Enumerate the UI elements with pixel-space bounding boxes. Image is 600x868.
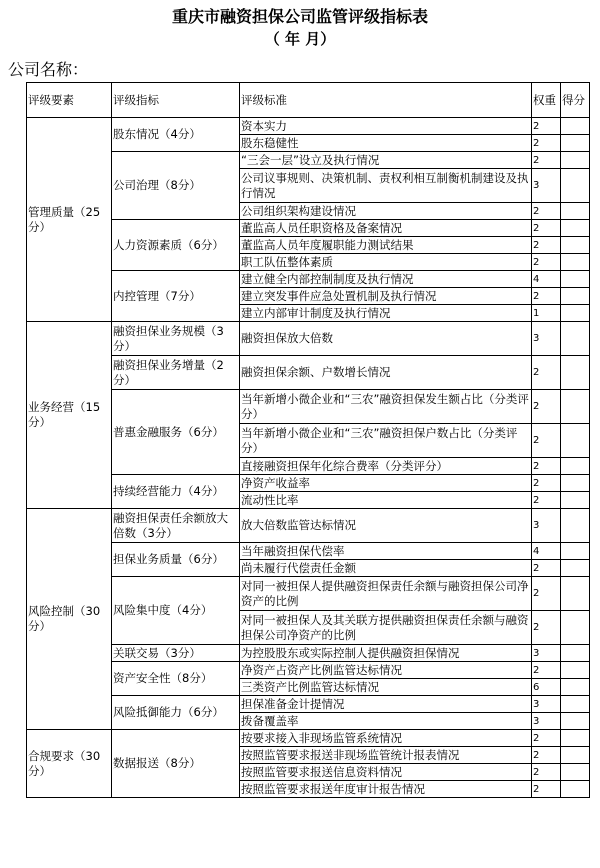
score-cell[interactable]: [561, 747, 590, 764]
table-body: [27, 118, 590, 798]
table-row: [27, 356, 590, 390]
rating-standard-cell: 建立内部审计制度及执行情况: [240, 305, 532, 322]
score-cell[interactable]: [561, 203, 590, 220]
rating-indicator-cell: 持续经营能力（4分）: [112, 475, 240, 509]
score-cell[interactable]: [561, 135, 590, 152]
rating-standard-cell: 融资担保放大倍数: [240, 322, 532, 356]
weight-cell: 2: [532, 781, 561, 798]
score-cell[interactable]: [561, 254, 590, 271]
weight-cell: 1: [532, 305, 561, 322]
rating-indicator-cell: 风险集中度（4分）: [112, 577, 240, 645]
score-cell[interactable]: [561, 390, 590, 424]
weight-cell: 3: [532, 713, 561, 730]
rating-standard-cell: 直接融资担保年化综合费率（分类评分）: [240, 458, 532, 475]
score-cell[interactable]: [561, 271, 590, 288]
weight-cell: 2: [532, 458, 561, 475]
rating-standard-cell: 当年新增小微企业和“三农”融资担保发生额占比（分类评分）: [240, 390, 532, 424]
rating-standard-cell: “三会一层”设立及执行情况: [240, 152, 532, 169]
weight-cell: 2: [532, 424, 561, 458]
rating-standard-cell: 按要求接入非现场监管系统情况: [240, 730, 532, 747]
rating-element-cell: 合规要求（30分）: [27, 730, 112, 798]
rating-indicator-cell: 融资担保业务增量（2分）: [112, 356, 240, 390]
score-cell[interactable]: [561, 356, 590, 390]
score-cell[interactable]: [561, 305, 590, 322]
company-name-label: 公司名称：: [8, 60, 89, 79]
score-cell[interactable]: [561, 152, 590, 169]
rating-standard-cell: 董监高人员任职资格及备案情况: [240, 220, 532, 237]
weight-cell: 2: [532, 356, 561, 390]
score-cell[interactable]: [561, 662, 590, 679]
weight-cell: 2: [532, 475, 561, 492]
rating-indicator-cell: 内控管理（7分）: [112, 271, 240, 322]
rating-indicator-cell: 普惠金融服务（6分）: [112, 390, 240, 475]
weight-cell: 2: [532, 492, 561, 509]
weight-cell: 2: [532, 730, 561, 747]
rating-indicator-cell: 融资担保责任余额放大倍数（3分）: [112, 509, 240, 543]
weight-cell: 2: [532, 254, 561, 271]
rating-indicator-cell: 公司治理（8分）: [112, 152, 240, 220]
weight-cell: 2: [532, 203, 561, 220]
weight-cell: 3: [532, 645, 561, 662]
rating-standard-cell: 股东稳健性: [240, 135, 532, 152]
header-indicator: 评级指标: [112, 83, 240, 118]
table-row: [27, 543, 590, 560]
score-cell[interactable]: [561, 220, 590, 237]
table-row: [27, 152, 590, 169]
weight-cell: 4: [532, 543, 561, 560]
header-score: 得分: [561, 83, 590, 118]
rating-element-cell: 业务经营（15分）: [27, 322, 112, 509]
score-cell[interactable]: [561, 611, 590, 645]
table-row: [27, 220, 590, 237]
weight-cell: 4: [532, 271, 561, 288]
score-cell[interactable]: [561, 543, 590, 560]
weight-cell: 2: [532, 662, 561, 679]
score-cell[interactable]: [561, 764, 590, 781]
weight-cell: 2: [532, 237, 561, 254]
score-cell[interactable]: [561, 560, 590, 577]
table-row: [27, 577, 590, 611]
weight-cell: 2: [532, 135, 561, 152]
rating-standard-cell: 公司议事规则、决策机制、责权利相互制衡机制建设及执行情况: [240, 169, 532, 203]
weight-cell: 2: [532, 577, 561, 611]
rating-standard-cell: 对同一被担保人提供融资担保责任余额与融资担保公司净资产的比例: [240, 577, 532, 611]
score-cell[interactable]: [561, 458, 590, 475]
rating-standard-cell: 三类资产比例监管达标情况: [240, 679, 532, 696]
score-cell[interactable]: [561, 577, 590, 611]
score-cell[interactable]: [561, 713, 590, 730]
table-row: [27, 509, 590, 543]
rating-standard-cell: 放大倍数监管达标情况: [240, 509, 532, 543]
rating-standard-cell: 对同一被担保人及其关联方提供融资担保责任余额与融资担保公司净资产的比例: [240, 611, 532, 645]
weight-cell: 3: [532, 169, 561, 203]
weight-cell: 2: [532, 118, 561, 135]
header-element: 评级要素: [27, 83, 112, 118]
rating-indicator-cell: 人力资源素质（6分）: [112, 220, 240, 271]
weight-cell: 3: [532, 322, 561, 356]
rating-standard-cell: 净资产占资产比例监管达标情况: [240, 662, 532, 679]
score-cell[interactable]: [561, 424, 590, 458]
rating-standard-cell: 流动性比率: [240, 492, 532, 509]
table-row: [27, 696, 590, 713]
rating-standard-cell: 职工队伍整体素质: [240, 254, 532, 271]
weight-cell: 2: [532, 288, 561, 305]
rating-standard-cell: 净资产收益率: [240, 475, 532, 492]
rating-standard-cell: 拨备覆盖率: [240, 713, 532, 730]
rating-indicator-cell: 关联交易（3分）: [112, 645, 240, 662]
rating-element-cell: 管理质量（25分）: [27, 118, 112, 322]
score-cell[interactable]: [561, 322, 590, 356]
weight-cell: 2: [532, 390, 561, 424]
score-cell[interactable]: [561, 696, 590, 713]
rating-indicator-cell: 数据报送（8分）: [112, 730, 240, 798]
score-cell[interactable]: [561, 475, 590, 492]
score-cell[interactable]: [561, 288, 590, 305]
table-row: [27, 390, 590, 424]
weight-cell: 2: [532, 152, 561, 169]
rating-indicator-cell: 股东情况（4分）: [112, 118, 240, 152]
score-cell[interactable]: [561, 679, 590, 696]
table-row: [27, 645, 590, 662]
rating-indicator-cell: 担保业务质量（6分）: [112, 543, 240, 577]
weight-cell: 2: [532, 764, 561, 781]
rating-standard-cell: 建立健全内部控制制度及执行情况: [240, 271, 532, 288]
rating-standard-cell: 为控股股东或实际控制人提供融资担保情况: [240, 645, 532, 662]
score-cell[interactable]: [561, 492, 590, 509]
weight-cell: 3: [532, 509, 561, 543]
table-row: [27, 322, 590, 356]
table-row: [27, 662, 590, 679]
rating-standard-cell: 资本实力: [240, 118, 532, 135]
rating-standard-cell: 按照监管要求报送年度审计报告情况: [240, 781, 532, 798]
score-cell[interactable]: [561, 169, 590, 203]
table-row: [27, 475, 590, 492]
rating-indicator-cell: 风险抵御能力（6分）: [112, 696, 240, 730]
rating-standard-cell: 尚未履行代偿责任金额: [240, 560, 532, 577]
score-cell[interactable]: [561, 509, 590, 543]
weight-cell: 6: [532, 679, 561, 696]
header-standard: 评级标准: [240, 83, 532, 118]
rating-indicator-cell: 融资担保业务规模（3分）: [112, 322, 240, 356]
score-cell[interactable]: [561, 781, 590, 798]
period-subtitle: （ 年 月）: [264, 30, 336, 48]
rating-standard-cell: 董监高人员年度履职能力测试结果: [240, 237, 532, 254]
table-row: [27, 730, 590, 747]
weight-cell: 2: [532, 220, 561, 237]
table-row: [27, 271, 590, 288]
rating-standard-cell: 当年新增小微企业和“三农”融资担保户数占比（分类评分）: [240, 424, 532, 458]
rating-element-cell: 风险控制（30分）: [27, 509, 112, 730]
page-title: 重庆市融资担保公司监管评级指标表: [171, 7, 428, 26]
header-weight: 权重: [532, 83, 561, 118]
rating-standard-cell: 按照监管要求报送非现场监管统计报表情况: [240, 747, 532, 764]
score-cell[interactable]: [561, 237, 590, 254]
score-cell[interactable]: [561, 645, 590, 662]
table-row: [27, 118, 590, 135]
rating-standard-cell: 公司组织架构建设情况: [240, 203, 532, 220]
rating-table: [26, 82, 590, 798]
score-cell[interactable]: [561, 730, 590, 747]
rating-standard-cell: 建立突发事件应急处置机制及执行情况: [240, 288, 532, 305]
weight-cell: 2: [532, 560, 561, 577]
rating-standard-cell: 担保准备金计提情况: [240, 696, 532, 713]
score-cell[interactable]: [561, 118, 590, 135]
weight-cell: 2: [532, 611, 561, 645]
rating-indicator-cell: 资产安全性（8分）: [112, 662, 240, 696]
rating-standard-cell: 融资担保余额、户数增长情况: [240, 356, 532, 390]
weight-cell: 3: [532, 696, 561, 713]
weight-cell: 2: [532, 747, 561, 764]
rating-standard-cell: 当年融资担保代偿率: [240, 543, 532, 560]
table-header-row: [27, 83, 590, 118]
rating-standard-cell: 按照监管要求报送信息资料情况: [240, 764, 532, 781]
